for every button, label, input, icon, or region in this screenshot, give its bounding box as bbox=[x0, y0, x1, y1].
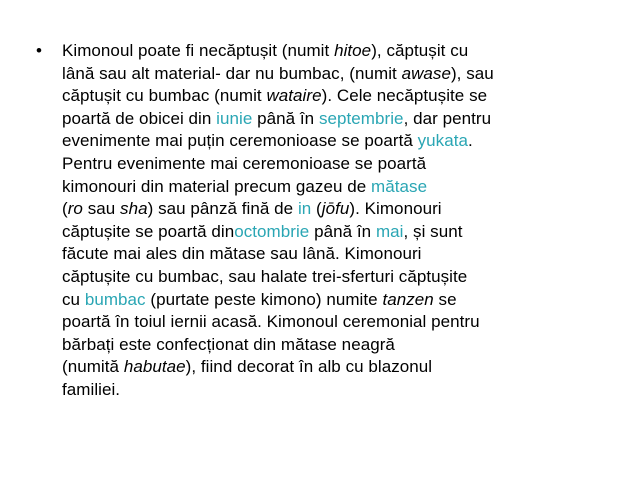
text-span: ), căptușit cu bbox=[371, 41, 469, 60]
italic-term: sha bbox=[120, 199, 148, 219]
text-span: (purtate peste kimono) numite bbox=[145, 289, 383, 309]
text-span: kimonouri din material precum gazeu de bbox=[62, 176, 372, 196]
text-span: , și sunt bbox=[403, 221, 463, 241]
bullet-paragraph bbox=[62, 40, 622, 402]
text-span: ). Cele necăptușite se bbox=[321, 86, 488, 106]
text-span: făcute mai ales din mătase sau lână. Kimonouri bbox=[62, 244, 422, 264]
text-line bbox=[62, 311, 622, 334]
text-span: ) sau pânză fină de bbox=[147, 199, 298, 219]
text-span: ( bbox=[311, 199, 322, 219]
hyperlink[interactable]: iunie bbox=[216, 108, 253, 128]
text-span: poartă în toiul iernii acasă. Kimonoul ceremonial pentru bbox=[62, 312, 480, 332]
text-span: Kimonoul poate fi necăptușit (numit bbox=[62, 41, 335, 60]
text-line bbox=[62, 85, 622, 108]
text-line bbox=[62, 176, 622, 199]
text-span: Pentru evenimente mai ceremonioase se poartă bbox=[62, 153, 427, 173]
italic-term: ro bbox=[67, 199, 83, 219]
italic-term: tanzen bbox=[382, 289, 434, 309]
text-span: evenimente mai puțin ceremonioase se poartă bbox=[62, 131, 418, 151]
text-span: poartă de obicei din bbox=[62, 108, 217, 128]
text-line bbox=[62, 243, 622, 266]
text-span: până în bbox=[309, 221, 376, 241]
text-span: , dar pentru bbox=[403, 108, 492, 128]
italic-term: wataire bbox=[266, 86, 322, 106]
text-line bbox=[62, 130, 622, 153]
text-span: căptușite cu bumbac, sau halate trei-sferturi căptușite bbox=[62, 266, 468, 286]
text-span: ). Kimonouri bbox=[349, 199, 442, 219]
hyperlink[interactable]: mai bbox=[375, 221, 404, 241]
text-line bbox=[62, 63, 622, 86]
bullet-marker: • bbox=[36, 41, 42, 60]
text-span: sau bbox=[82, 199, 121, 219]
text-span: . bbox=[468, 131, 473, 151]
hyperlink[interactable]: bumbac bbox=[84, 289, 146, 309]
text-span: ), fiind decorat în alb cu blazonul bbox=[185, 357, 433, 377]
text-span: familiei. bbox=[62, 379, 121, 399]
text-line bbox=[62, 266, 622, 289]
italic-term: awase bbox=[401, 63, 451, 83]
italic-term: jōfu bbox=[321, 199, 350, 219]
text-span: până în bbox=[252, 108, 319, 128]
text-line bbox=[62, 356, 622, 379]
hyperlink[interactable]: in bbox=[297, 199, 312, 219]
text-line bbox=[62, 198, 622, 221]
text-line bbox=[62, 289, 622, 312]
text-span: căptușite se poartă din bbox=[62, 221, 235, 241]
text-line bbox=[62, 40, 622, 63]
hyperlink[interactable]: yukata bbox=[417, 131, 469, 151]
text-span: ( bbox=[62, 199, 68, 219]
text-span: (numită bbox=[62, 357, 124, 377]
text-line bbox=[62, 108, 622, 131]
text-span: bărbați este confecționat din mătase neagră bbox=[62, 334, 395, 354]
text-span: cu bbox=[62, 289, 85, 309]
text-line bbox=[62, 379, 622, 402]
text-line bbox=[62, 221, 622, 244]
text-span: ), sau bbox=[450, 63, 494, 83]
text-span: căptușit cu bumbac (numit bbox=[62, 86, 267, 106]
text-span: se bbox=[433, 289, 457, 309]
hyperlink[interactable]: mătase bbox=[371, 176, 428, 196]
text-span: lână sau alt material- dar nu bumbac, (numit bbox=[62, 63, 402, 83]
italic-term: hitoe bbox=[334, 41, 372, 60]
text-line bbox=[62, 153, 622, 176]
italic-term: habutae bbox=[123, 357, 186, 377]
hyperlink[interactable]: octombrie bbox=[234, 221, 310, 241]
text-line bbox=[62, 334, 622, 357]
hyperlink[interactable]: septembrie bbox=[318, 108, 404, 128]
